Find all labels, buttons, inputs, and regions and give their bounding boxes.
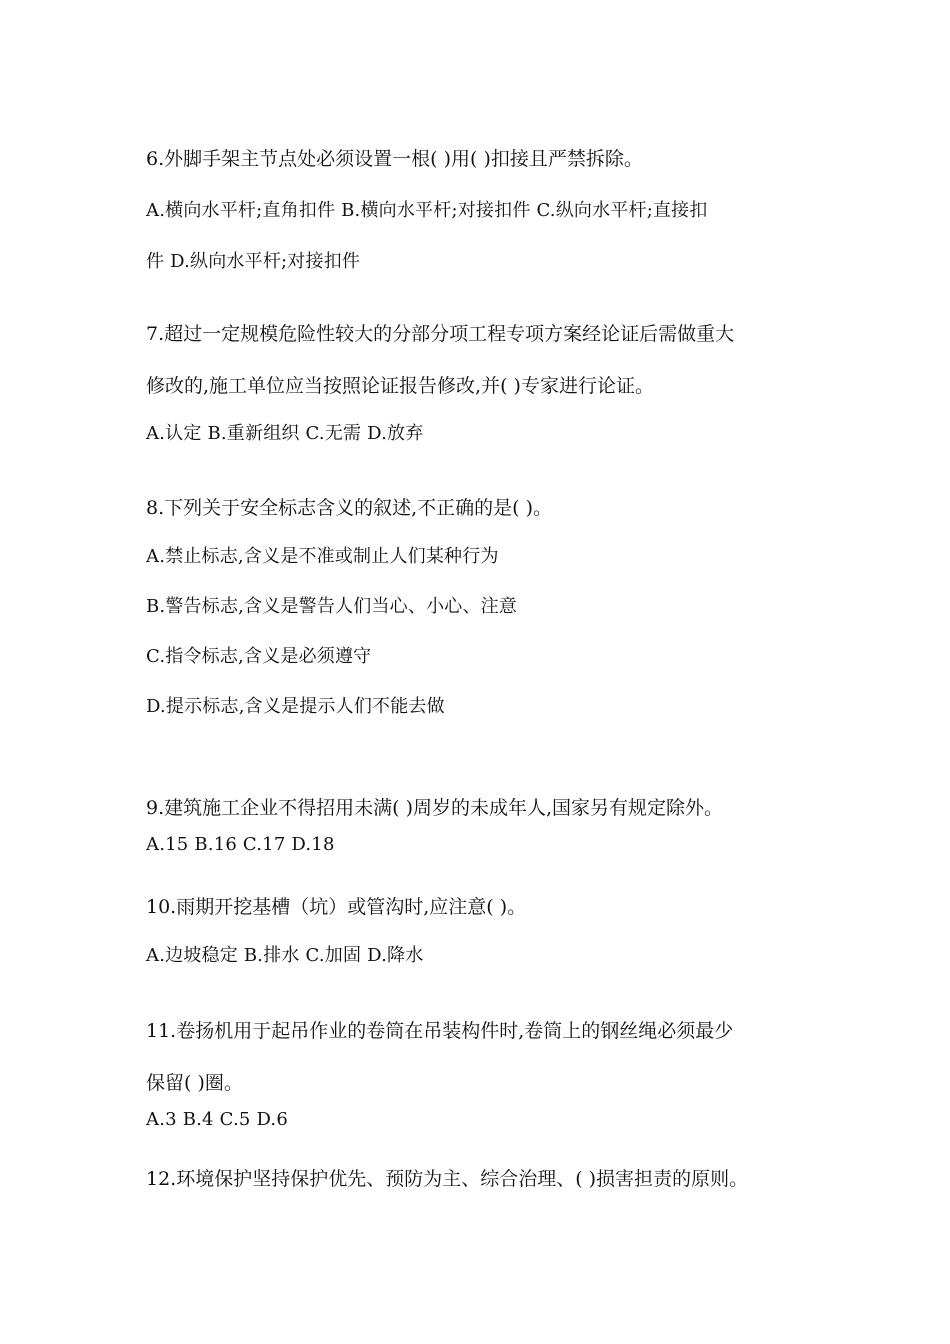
question-7-options: A.认定 B.重新组织 C.无需 D.放弃 bbox=[146, 423, 424, 444]
question-7-text-line-2: 修改的,施工单位应当按照论证报告修改,并( )专家进行论证。 bbox=[146, 375, 654, 397]
question-7-text-line-1: 7.超过一定规模危险性较大的分部分项工程专项方案经论证后需做重大 bbox=[146, 323, 735, 345]
question-11-text-line-1: 11.卷扬机用于起吊作业的卷筒在吊装构件时,卷筒上的钢丝绳必须最少 bbox=[146, 1020, 734, 1042]
question-6-options-line-1: A.横向水平杆;直角扣件 B.横向水平杆;对接扣件 C.纵向水平杆;直接扣 bbox=[146, 200, 708, 221]
question-9-options: A.15 B.16 C.17 D.18 bbox=[146, 834, 335, 855]
question-6-text: 6.外脚手架主节点处必须设置一根( )用( )扣接且严禁拆除。 bbox=[146, 148, 643, 170]
question-9-text: 9.建筑施工企业不得招用未满( )周岁的未成年人,国家另有规定除外。 bbox=[146, 797, 724, 819]
question-10-options: A.边坡稳定 B.排水 C.加固 D.降水 bbox=[146, 945, 424, 966]
question-6-options-line-2: 件 D.纵向水平杆;对接扣件 bbox=[146, 251, 361, 272]
question-11-text-line-2: 保留( )圈。 bbox=[146, 1072, 243, 1094]
question-12-text: 12.环境保护坚持保护优先、预防为主、综合治理、( )损害担责的原则。 bbox=[146, 1168, 749, 1190]
question-11-options: A.3 B.4 C.5 D.6 bbox=[146, 1109, 289, 1130]
question-8-text: 8.下列关于安全标志含义的叙述,不正确的是( )。 bbox=[146, 497, 553, 519]
question-8-option-c: C.指令标志,含义是必须遵守 bbox=[146, 646, 372, 667]
question-8-option-d: D.提示标志,含义是提示人们不能去做 bbox=[146, 696, 445, 717]
question-10-text: 10.雨期开挖基槽（坑）或管沟时,应注意( )。 bbox=[146, 896, 527, 918]
question-8-option-b: B.警告标志,含义是警告人们当心、小心、注意 bbox=[146, 596, 518, 617]
question-8-option-a: A.禁止标志,含义是不准或制止人们某种行为 bbox=[146, 546, 499, 567]
